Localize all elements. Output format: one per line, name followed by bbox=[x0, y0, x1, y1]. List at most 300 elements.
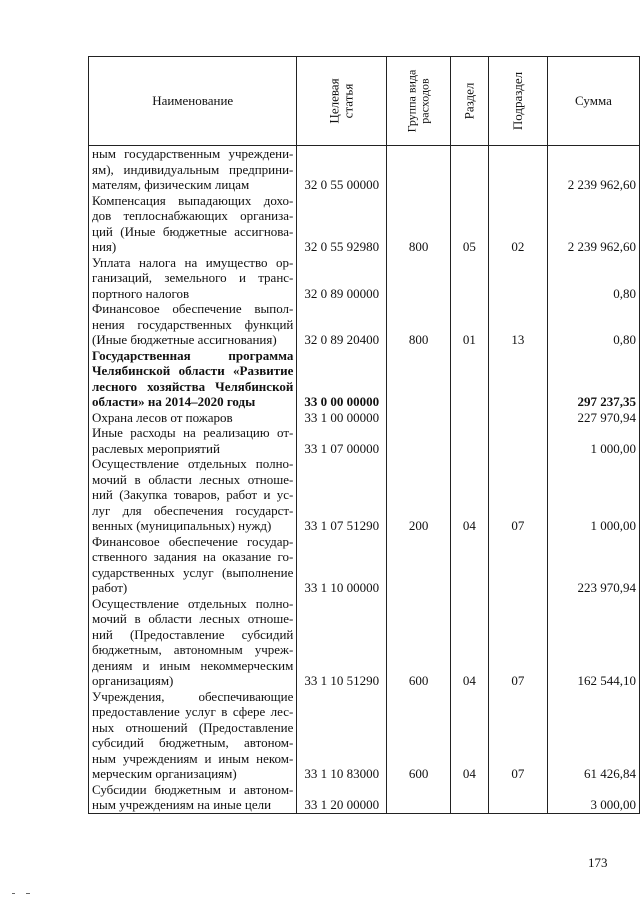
header-section: Раздел bbox=[450, 57, 488, 146]
header-target-article: Целевая статья bbox=[297, 57, 387, 146]
cell-name: мерческим организациям) bbox=[89, 766, 297, 782]
cell-expense-group bbox=[387, 363, 451, 379]
cell-target-article bbox=[297, 270, 387, 286]
cell-sum bbox=[547, 301, 639, 317]
cell-subsection bbox=[488, 596, 547, 612]
cell-name: ям), индивидуальным предприни- bbox=[89, 162, 297, 178]
cell-section bbox=[450, 596, 488, 612]
table-row bbox=[89, 472, 640, 488]
cell-subsection bbox=[488, 425, 547, 441]
cell-expense-group bbox=[387, 379, 451, 395]
cell-sum: 0,80 bbox=[547, 286, 639, 302]
cell-sum bbox=[547, 425, 639, 441]
table-row bbox=[89, 596, 640, 612]
cell-subsection bbox=[488, 627, 547, 643]
cell-subsection bbox=[488, 379, 547, 395]
cell-sum bbox=[547, 596, 639, 612]
scan-speck bbox=[12, 893, 15, 894]
cell-section bbox=[450, 751, 488, 767]
cell-subsection: 07 bbox=[488, 673, 547, 689]
cell-target-article bbox=[297, 208, 387, 224]
cell-section bbox=[450, 487, 488, 503]
cell-section bbox=[450, 208, 488, 224]
cell-name: мочий в области лесных отноше- bbox=[89, 611, 297, 627]
cell-section bbox=[450, 270, 488, 286]
cell-name: ным учреждениям и иным неком- bbox=[89, 751, 297, 767]
cell-expense-group bbox=[387, 224, 451, 240]
cell-sum bbox=[547, 317, 639, 333]
cell-sum: 1 000,00 bbox=[547, 441, 639, 457]
cell-name: раслевых мероприятий bbox=[89, 441, 297, 457]
cell-sum bbox=[547, 487, 639, 503]
table-row bbox=[89, 301, 640, 317]
cell-expense-group bbox=[387, 735, 451, 751]
cell-expense-group bbox=[387, 410, 451, 426]
table-row bbox=[89, 255, 640, 271]
cell-name: (Иные бюджетные ассигнования) bbox=[89, 332, 297, 348]
cell-subsection bbox=[488, 348, 547, 364]
cell-sum bbox=[547, 534, 639, 550]
cell-subsection bbox=[488, 270, 547, 286]
cell-expense-group bbox=[387, 503, 451, 519]
cell-name: сударственных услуг (выполнение bbox=[89, 565, 297, 581]
cell-subsection bbox=[488, 642, 547, 658]
table-row bbox=[89, 534, 640, 550]
cell-sum: 227 970,94 bbox=[547, 410, 639, 426]
cell-sum bbox=[547, 704, 639, 720]
cell-section bbox=[450, 565, 488, 581]
cell-section bbox=[450, 689, 488, 705]
cell-section bbox=[450, 224, 488, 240]
cell-name: ных отношений (Предоставление bbox=[89, 720, 297, 736]
cell-sum bbox=[547, 549, 639, 565]
cell-target-article: 33 1 00 00000 bbox=[297, 410, 387, 426]
cell-name: мателям, физическим лицам bbox=[89, 177, 297, 193]
cell-subsection bbox=[488, 487, 547, 503]
cell-sum bbox=[547, 720, 639, 736]
cell-expense-group: 600 bbox=[387, 766, 451, 782]
cell-expense-group bbox=[387, 658, 451, 674]
cell-section bbox=[450, 162, 488, 178]
cell-name: Субсидии бюджетным и автоном- bbox=[89, 782, 297, 798]
cell-subsection bbox=[488, 534, 547, 550]
table-row bbox=[89, 456, 640, 472]
cell-subsection bbox=[488, 317, 547, 333]
cell-sum: 61 426,84 bbox=[547, 766, 639, 782]
cell-name: ния) bbox=[89, 239, 297, 255]
cell-subsection bbox=[488, 611, 547, 627]
cell-target-article bbox=[297, 301, 387, 317]
cell-target-article bbox=[297, 146, 387, 162]
cell-section bbox=[450, 348, 488, 364]
cell-target-article bbox=[297, 611, 387, 627]
table-row bbox=[89, 224, 640, 240]
cell-section bbox=[450, 286, 488, 302]
cell-expense-group bbox=[387, 193, 451, 209]
cell-subsection bbox=[488, 255, 547, 271]
cell-expense-group bbox=[387, 549, 451, 565]
table-row bbox=[89, 720, 640, 736]
cell-expense-group bbox=[387, 286, 451, 302]
cell-subsection bbox=[488, 193, 547, 209]
cell-section bbox=[450, 472, 488, 488]
cell-section bbox=[450, 255, 488, 271]
table-row bbox=[89, 332, 640, 348]
cell-section bbox=[450, 301, 488, 317]
cell-name: ний (Закупка товаров, работ и ус- bbox=[89, 487, 297, 503]
cell-expense-group bbox=[387, 162, 451, 178]
cell-target-article bbox=[297, 162, 387, 178]
cell-target-article bbox=[297, 689, 387, 705]
budget-table bbox=[88, 56, 640, 814]
cell-target-article bbox=[297, 425, 387, 441]
cell-expense-group bbox=[387, 797, 451, 813]
cell-target-article bbox=[297, 487, 387, 503]
table-row bbox=[89, 518, 640, 534]
cell-expense-group: 800 bbox=[387, 239, 451, 255]
cell-section bbox=[450, 394, 488, 410]
cell-subsection bbox=[488, 286, 547, 302]
cell-section bbox=[450, 627, 488, 643]
cell-name: Осуществление отдельных полно- bbox=[89, 456, 297, 472]
cell-sum bbox=[547, 782, 639, 798]
cell-section bbox=[450, 456, 488, 472]
cell-target-article: 33 1 07 51290 bbox=[297, 518, 387, 534]
cell-section bbox=[450, 177, 488, 193]
cell-sum bbox=[547, 162, 639, 178]
cell-subsection bbox=[488, 751, 547, 767]
cell-sum bbox=[547, 363, 639, 379]
header-expense-group: Группа вида расходов bbox=[387, 57, 451, 146]
cell-target-article bbox=[297, 472, 387, 488]
cell-section bbox=[450, 441, 488, 457]
cell-name: ний (Предоставление субсидий bbox=[89, 627, 297, 643]
cell-sum: 297 237,35 bbox=[547, 394, 639, 410]
cell-section bbox=[450, 193, 488, 209]
cell-subsection bbox=[488, 472, 547, 488]
cell-sum bbox=[547, 503, 639, 519]
cell-subsection bbox=[488, 146, 547, 162]
cell-expense-group bbox=[387, 441, 451, 457]
cell-target-article bbox=[297, 751, 387, 767]
table-body bbox=[89, 146, 640, 814]
cell-expense-group bbox=[387, 255, 451, 271]
cell-section bbox=[450, 704, 488, 720]
cell-sum bbox=[547, 658, 639, 674]
table-row bbox=[89, 487, 640, 503]
cell-expense-group bbox=[387, 704, 451, 720]
cell-subsection bbox=[488, 441, 547, 457]
cell-subsection bbox=[488, 162, 547, 178]
cell-expense-group bbox=[387, 751, 451, 767]
cell-expense-group: 600 bbox=[387, 673, 451, 689]
table-row bbox=[89, 549, 640, 565]
cell-name: ций (Иные бюджетные ассигнова- bbox=[89, 224, 297, 240]
cell-name: ственного задания на оказание го- bbox=[89, 549, 297, 565]
table-row bbox=[89, 751, 640, 767]
cell-target-article bbox=[297, 363, 387, 379]
cell-target-article bbox=[297, 642, 387, 658]
cell-section bbox=[450, 534, 488, 550]
cell-name: ным учреждениям на иные цели bbox=[89, 797, 297, 813]
cell-subsection bbox=[488, 782, 547, 798]
cell-subsection bbox=[488, 503, 547, 519]
cell-section bbox=[450, 720, 488, 736]
cell-expense-group bbox=[387, 611, 451, 627]
cell-expense-group bbox=[387, 146, 451, 162]
table-row bbox=[89, 689, 640, 705]
cell-sum bbox=[547, 735, 639, 751]
cell-name: Иные расходы на реализацию от- bbox=[89, 425, 297, 441]
cell-subsection bbox=[488, 301, 547, 317]
table-row bbox=[89, 611, 640, 627]
cell-section bbox=[450, 363, 488, 379]
cell-sum bbox=[547, 348, 639, 364]
cell-expense-group: 200 bbox=[387, 518, 451, 534]
cell-expense-group bbox=[387, 596, 451, 612]
cell-name: Компенсация выпадающих дохо- bbox=[89, 193, 297, 209]
cell-sum bbox=[547, 642, 639, 658]
cell-sum bbox=[547, 751, 639, 767]
cell-name: дов теплоснабжающих организа- bbox=[89, 208, 297, 224]
cell-target-article bbox=[297, 549, 387, 565]
cell-subsection bbox=[488, 658, 547, 674]
cell-expense-group bbox=[387, 317, 451, 333]
cell-subsection bbox=[488, 363, 547, 379]
cell-name: дениям и иным некоммерческим bbox=[89, 658, 297, 674]
cell-section bbox=[450, 549, 488, 565]
cell-expense-group bbox=[387, 394, 451, 410]
cell-name: ным государственным учреждени- bbox=[89, 146, 297, 162]
cell-section bbox=[450, 642, 488, 658]
cell-target-article bbox=[297, 503, 387, 519]
cell-sum: 3 000,00 bbox=[547, 797, 639, 813]
cell-expense-group bbox=[387, 565, 451, 581]
cell-name: работ) bbox=[89, 580, 297, 596]
header-subsection: Подраздел bbox=[488, 57, 547, 146]
cell-subsection bbox=[488, 735, 547, 751]
cell-target-article: 32 0 55 00000 bbox=[297, 177, 387, 193]
cell-name: организациям) bbox=[89, 673, 297, 689]
cell-expense-group bbox=[387, 301, 451, 317]
table-row bbox=[89, 363, 640, 379]
table-row bbox=[89, 503, 640, 519]
table-row bbox=[89, 193, 640, 209]
cell-expense-group bbox=[387, 782, 451, 798]
cell-target-article bbox=[297, 565, 387, 581]
cell-subsection bbox=[488, 704, 547, 720]
cell-section bbox=[450, 611, 488, 627]
cell-sum bbox=[547, 472, 639, 488]
cell-sum: 1 000,00 bbox=[547, 518, 639, 534]
cell-name: предоставление услуг в сфере лес- bbox=[89, 704, 297, 720]
cell-target-article: 33 1 10 51290 bbox=[297, 673, 387, 689]
table-row bbox=[89, 410, 640, 426]
cell-section bbox=[450, 317, 488, 333]
cell-section: 01 bbox=[450, 332, 488, 348]
cell-name: Государственная программа bbox=[89, 348, 297, 364]
cell-expense-group bbox=[387, 425, 451, 441]
page-number: 173 bbox=[588, 855, 608, 870]
table-row bbox=[89, 162, 640, 178]
table-row bbox=[89, 425, 640, 441]
cell-expense-group bbox=[387, 642, 451, 658]
cell-expense-group: 800 bbox=[387, 332, 451, 348]
cell-target-article: 33 0 00 00000 bbox=[297, 394, 387, 410]
table-row bbox=[89, 642, 640, 658]
cell-subsection bbox=[488, 410, 547, 426]
cell-subsection bbox=[488, 720, 547, 736]
cell-subsection bbox=[488, 580, 547, 596]
cell-name: ганизаций, земельного и транс- bbox=[89, 270, 297, 286]
cell-name: Осуществление отдельных полно- bbox=[89, 596, 297, 612]
cell-name: луг для обеспечения государст- bbox=[89, 503, 297, 519]
cell-subsection bbox=[488, 177, 547, 193]
table-row bbox=[89, 177, 640, 193]
cell-target-article bbox=[297, 456, 387, 472]
cell-target-article: 33 1 10 83000 bbox=[297, 766, 387, 782]
table-row bbox=[89, 782, 640, 798]
cell-sum bbox=[547, 208, 639, 224]
cell-name: Уплата налога на имущество ор- bbox=[89, 255, 297, 271]
table-row bbox=[89, 735, 640, 751]
cell-sum bbox=[547, 456, 639, 472]
cell-section bbox=[450, 410, 488, 426]
cell-name: Охрана лесов от пожаров bbox=[89, 410, 297, 426]
cell-expense-group bbox=[387, 627, 451, 643]
table-row bbox=[89, 317, 640, 333]
table-row bbox=[89, 348, 640, 364]
cell-expense-group bbox=[387, 534, 451, 550]
table-row bbox=[89, 565, 640, 581]
cell-target-article bbox=[297, 193, 387, 209]
cell-expense-group bbox=[387, 270, 451, 286]
cell-sum bbox=[547, 270, 639, 286]
table-row bbox=[89, 286, 640, 302]
cell-name: бюджетным, автономным учреж- bbox=[89, 642, 297, 658]
table-row bbox=[89, 673, 640, 689]
cell-sum bbox=[547, 627, 639, 643]
table-row bbox=[89, 208, 640, 224]
table-row bbox=[89, 704, 640, 720]
cell-target-article bbox=[297, 735, 387, 751]
cell-subsection bbox=[488, 456, 547, 472]
cell-name: субсидий бюджетным, автоном- bbox=[89, 735, 297, 751]
cell-section bbox=[450, 379, 488, 395]
cell-subsection bbox=[488, 565, 547, 581]
header-sum: Сумма bbox=[547, 57, 639, 146]
cell-target-article bbox=[297, 658, 387, 674]
cell-target-article bbox=[297, 720, 387, 736]
cell-section bbox=[450, 503, 488, 519]
cell-sum: 0,80 bbox=[547, 332, 639, 348]
cell-target-article bbox=[297, 379, 387, 395]
cell-expense-group bbox=[387, 689, 451, 705]
cell-target-article bbox=[297, 317, 387, 333]
cell-name: Финансовое обеспечение государ- bbox=[89, 534, 297, 550]
cell-subsection bbox=[488, 208, 547, 224]
cell-target-article bbox=[297, 255, 387, 271]
table-row bbox=[89, 270, 640, 286]
cell-target-article: 32 0 89 00000 bbox=[297, 286, 387, 302]
cell-subsection: 07 bbox=[488, 518, 547, 534]
cell-name: Учреждения, обеспечивающие bbox=[89, 689, 297, 705]
cell-subsection bbox=[488, 224, 547, 240]
cell-subsection bbox=[488, 689, 547, 705]
scan-speck bbox=[26, 893, 30, 894]
cell-expense-group bbox=[387, 487, 451, 503]
cell-subsection: 13 bbox=[488, 332, 547, 348]
cell-sum bbox=[547, 193, 639, 209]
table-row bbox=[89, 239, 640, 255]
cell-expense-group bbox=[387, 580, 451, 596]
cell-section bbox=[450, 580, 488, 596]
cell-target-article: 33 1 20 00000 bbox=[297, 797, 387, 813]
cell-sum bbox=[547, 565, 639, 581]
cell-target-article bbox=[297, 782, 387, 798]
table-header-row bbox=[89, 57, 640, 146]
cell-expense-group bbox=[387, 720, 451, 736]
cell-name: мочий в области лесных отноше- bbox=[89, 472, 297, 488]
cell-section: 05 bbox=[450, 239, 488, 255]
cell-name: венных (муниципальных) нужд) bbox=[89, 518, 297, 534]
cell-target-article bbox=[297, 704, 387, 720]
cell-target-article: 32 0 89 20400 bbox=[297, 332, 387, 348]
cell-name: лесного хозяйства Челябинской bbox=[89, 379, 297, 395]
cell-section bbox=[450, 782, 488, 798]
cell-section: 04 bbox=[450, 518, 488, 534]
cell-subsection: 02 bbox=[488, 239, 547, 255]
cell-expense-group bbox=[387, 472, 451, 488]
cell-target-article bbox=[297, 596, 387, 612]
cell-target-article: 33 1 07 00000 bbox=[297, 441, 387, 457]
cell-expense-group bbox=[387, 208, 451, 224]
table-row bbox=[89, 379, 640, 395]
cell-target-article bbox=[297, 627, 387, 643]
table-row bbox=[89, 580, 640, 596]
cell-section: 04 bbox=[450, 766, 488, 782]
cell-expense-group bbox=[387, 177, 451, 193]
cell-subsection bbox=[488, 797, 547, 813]
cell-name: Челябинской области «Развитие bbox=[89, 363, 297, 379]
cell-sum bbox=[547, 689, 639, 705]
table-row bbox=[89, 766, 640, 782]
cell-section bbox=[450, 797, 488, 813]
cell-name: Финансовое обеспечение выпол- bbox=[89, 301, 297, 317]
table-row bbox=[89, 146, 640, 162]
table-row bbox=[89, 627, 640, 643]
cell-expense-group bbox=[387, 456, 451, 472]
table-row bbox=[89, 441, 640, 457]
cell-section: 04 bbox=[450, 673, 488, 689]
cell-section bbox=[450, 146, 488, 162]
cell-sum bbox=[547, 611, 639, 627]
cell-section bbox=[450, 425, 488, 441]
header-name: Наименование bbox=[89, 57, 297, 146]
cell-target-article bbox=[297, 224, 387, 240]
cell-sum bbox=[547, 379, 639, 395]
cell-sum bbox=[547, 146, 639, 162]
cell-name: нения государственных функций bbox=[89, 317, 297, 333]
cell-target-article bbox=[297, 534, 387, 550]
cell-target-article: 33 1 10 00000 bbox=[297, 580, 387, 596]
cell-sum: 2 239 962,60 bbox=[547, 239, 639, 255]
cell-sum bbox=[547, 224, 639, 240]
cell-subsection bbox=[488, 549, 547, 565]
table-row bbox=[89, 797, 640, 813]
table-row bbox=[89, 394, 640, 410]
cell-sum bbox=[547, 255, 639, 271]
